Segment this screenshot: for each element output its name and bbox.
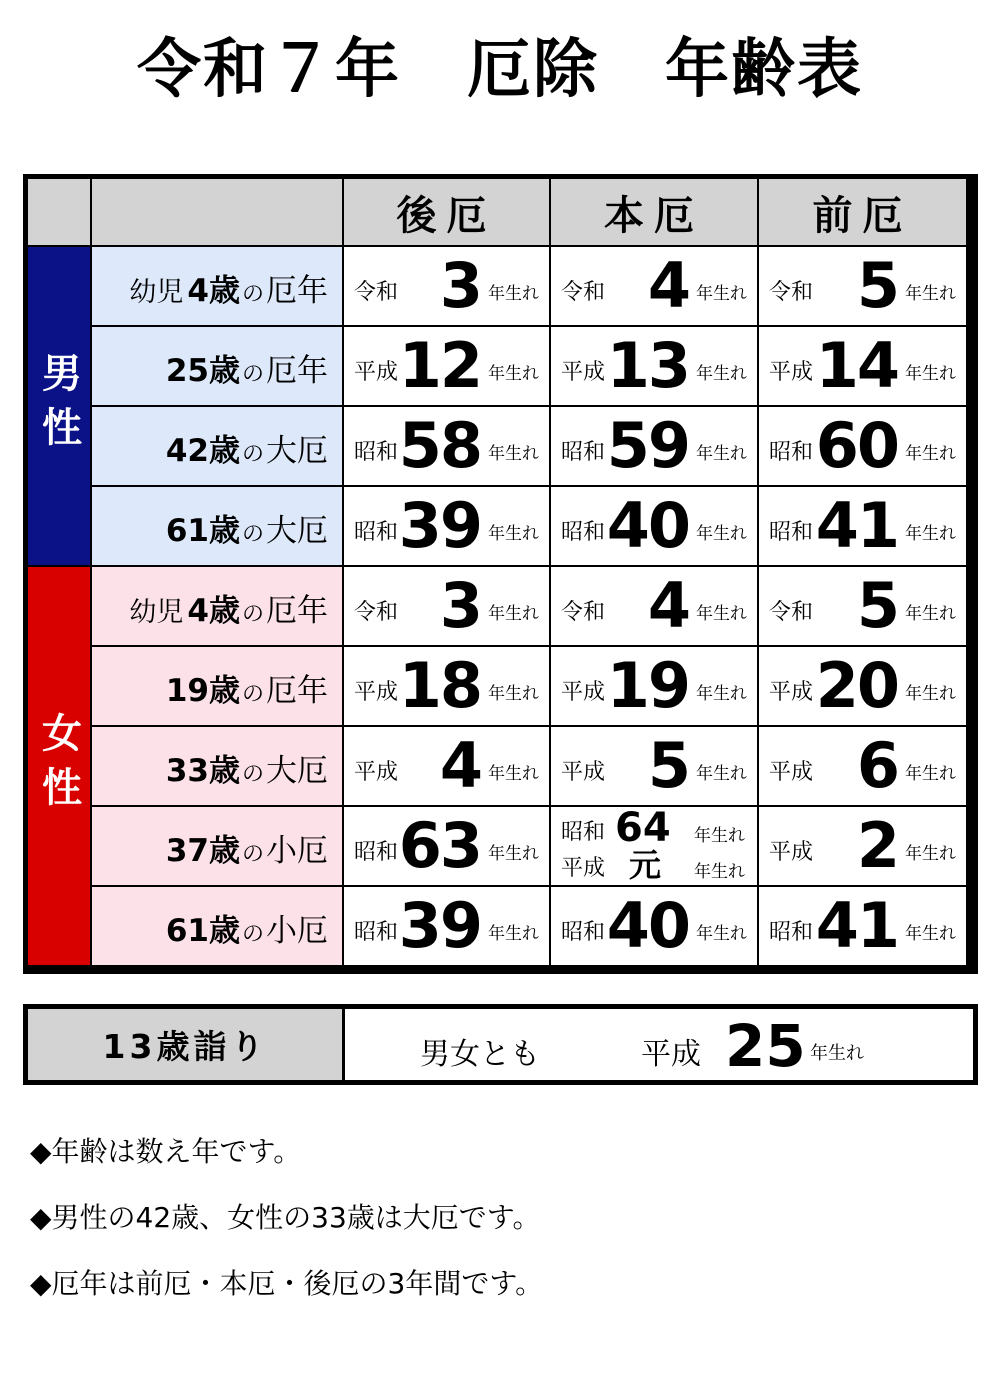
year-suffix: 年生れ [905, 524, 956, 544]
birth-year-cell [759, 567, 966, 645]
birth-year-cell [759, 807, 966, 885]
era-name: 令和 [769, 600, 814, 625]
era-name: 昭和 [354, 440, 399, 465]
birth-year-cell [344, 327, 549, 405]
age-particle: の [241, 522, 264, 547]
age-label-cell [92, 807, 342, 885]
jusan-suffix: 年生れ [810, 1043, 864, 1064]
year-suffix: 年生れ [696, 684, 747, 704]
birth-year-cell [551, 327, 757, 405]
note-item: ◆男性の42歳、女性の33歳は大厄です。 [30, 1201, 541, 1234]
birth-year-number: 4 [439, 729, 481, 802]
birth-year-cell [551, 727, 757, 805]
era-name: 昭和 [354, 920, 399, 945]
birth-year-number: 59 [606, 409, 689, 482]
birth-year-cell [344, 727, 549, 805]
year-suffix: 年生れ [905, 444, 956, 464]
age-value: 4歳 [187, 273, 240, 309]
birth-year-cell [759, 647, 966, 725]
era-name: 令和 [354, 280, 399, 305]
birth-year-number: 14 [815, 329, 898, 402]
age-prefix: 幼児 [129, 597, 184, 628]
yaku-type: 厄年 [266, 593, 328, 629]
birth-year-number: 元 [629, 846, 662, 884]
birth-year-cell [344, 247, 549, 325]
age-value: 4歳 [187, 593, 240, 629]
era-name: 平成 [354, 360, 399, 385]
era-name: 平成 [769, 760, 814, 785]
birth-year-number: 63 [398, 809, 481, 882]
era-name: 平成 [561, 360, 606, 385]
birth-year-number: 19 [606, 649, 689, 722]
year-suffix: 年生れ [696, 524, 747, 544]
yaku-type: 小厄 [266, 833, 328, 869]
age-label-cell [92, 247, 342, 325]
birth-year-cell [759, 487, 966, 565]
yaku-type: 厄年 [266, 273, 328, 309]
year-suffix: 年生れ [694, 826, 745, 846]
year-suffix: 年生れ [696, 364, 747, 384]
birth-year-number: 12 [398, 329, 481, 402]
birth-year-cell [759, 247, 966, 325]
age-particle: の [241, 682, 264, 707]
birth-year-number: 39 [398, 489, 481, 562]
jusan-mairi-value [345, 1009, 973, 1080]
birth-year-number: 41 [815, 889, 898, 962]
column-header-atoyaku: 後厄 [344, 179, 549, 245]
year-suffix: 年生れ [696, 604, 747, 624]
age-value: 61歳 [165, 513, 240, 549]
birth-year-number: 5 [647, 729, 689, 802]
year-suffix: 年生れ [488, 604, 539, 624]
note-item: ◆厄年は前厄・本厄・後厄の3年間です。 [30, 1267, 544, 1300]
era-name: 昭和 [561, 820, 606, 845]
birth-year-cell [344, 647, 549, 725]
year-suffix: 年生れ [488, 284, 539, 304]
year-suffix: 年生れ [488, 924, 539, 944]
era-name: 平成 [769, 680, 814, 705]
column-header-honyaku: 本厄 [551, 179, 757, 245]
age-label-cell [92, 327, 342, 405]
birth-year-cell [759, 407, 966, 485]
column-header-maeyaku: 前厄 [759, 179, 966, 245]
age-particle: の [241, 842, 264, 867]
era-name: 昭和 [354, 520, 399, 545]
year-suffix: 年生れ [905, 844, 956, 864]
era-name: 平成 [561, 680, 606, 705]
birth-year-number: 64 [615, 805, 671, 851]
birth-year-number: 60 [815, 409, 898, 482]
birth-year-number: 6 [856, 729, 898, 802]
birth-year-number: 39 [398, 889, 481, 962]
jusan-mairi-row [23, 1004, 978, 1085]
era-name: 令和 [354, 600, 399, 625]
year-suffix: 年生れ [905, 764, 956, 784]
era-name: 令和 [561, 600, 606, 625]
birth-year-number: 3 [439, 569, 481, 642]
birth-year-number: 41 [815, 489, 898, 562]
year-suffix: 年生れ [696, 444, 747, 464]
age-value: 19歳 [165, 673, 240, 709]
era-name: 平成 [561, 760, 606, 785]
birth-year-cell [551, 407, 757, 485]
gender-label-male: 男性 [28, 247, 90, 565]
birth-year-cell [551, 887, 757, 965]
birth-year-cell [759, 327, 966, 405]
yaku-type: 厄年 [266, 673, 328, 709]
era-name: 平成 [354, 760, 399, 785]
birth-year-number: 40 [606, 889, 689, 962]
jusan-year: 25 [725, 1012, 806, 1080]
year-suffix: 年生れ [905, 364, 956, 384]
age-value: 25歳 [165, 353, 240, 389]
jusan-who: 男女とも [420, 1037, 540, 1072]
year-suffix: 年生れ [488, 444, 539, 464]
era-name: 令和 [769, 280, 814, 305]
age-particle: の [241, 362, 264, 387]
birth-year-number: 4 [647, 249, 689, 322]
birth-year-number: 3 [439, 249, 481, 322]
jusan-mairi-label: 13歳詣り [28, 1009, 342, 1080]
year-suffix: 年生れ [488, 844, 539, 864]
age-particle: の [241, 922, 264, 947]
birth-year-number: 5 [856, 569, 898, 642]
age-particle: の [241, 282, 264, 307]
note-item: ◆年齢は数え年です。 [30, 1135, 302, 1168]
birth-year-cell [344, 887, 549, 965]
birth-year-number: 2 [856, 809, 898, 882]
birth-year-number: 18 [398, 649, 481, 722]
birth-year-cell [551, 807, 757, 885]
birth-year-number: 20 [815, 649, 898, 722]
yaku-type: 厄年 [266, 353, 328, 389]
birth-year-cell [551, 647, 757, 725]
yaku-type: 小厄 [266, 913, 328, 949]
era-name: 昭和 [561, 520, 606, 545]
jusan-era: 平成 [641, 1037, 701, 1072]
yaku-type: 大厄 [266, 753, 328, 789]
age-particle: の [241, 442, 264, 467]
year-suffix: 年生れ [488, 684, 539, 704]
header-corner-age [92, 179, 342, 245]
year-suffix: 年生れ [488, 364, 539, 384]
birth-year-cell [344, 807, 549, 885]
birth-year-cell [551, 487, 757, 565]
birth-year-cell [551, 247, 757, 325]
age-prefix: 幼児 [129, 277, 184, 308]
birth-year-number: 13 [606, 329, 689, 402]
birth-year-number: 40 [606, 489, 689, 562]
era-name: 平成 [561, 856, 606, 881]
age-value: 42歳 [165, 433, 240, 469]
era-name: 平成 [769, 360, 814, 385]
year-suffix: 年生れ [905, 924, 956, 944]
yakudoshi-table [23, 174, 978, 974]
year-suffix: 年生れ [488, 524, 539, 544]
notes-list [30, 1128, 970, 1326]
age-particle: の [241, 762, 264, 787]
era-name: 昭和 [354, 840, 399, 865]
birth-year-cell [759, 727, 966, 805]
year-suffix: 年生れ [694, 862, 745, 882]
year-suffix: 年生れ [905, 284, 956, 304]
year-suffix: 年生れ [696, 284, 747, 304]
era-name: 昭和 [561, 920, 606, 945]
era-name: 昭和 [769, 440, 814, 465]
birth-year-cell [344, 407, 549, 485]
year-suffix: 年生れ [696, 924, 747, 944]
age-value: 33歳 [165, 753, 240, 789]
age-label-cell [92, 727, 342, 805]
era-name: 平成 [769, 840, 814, 865]
birth-year-cell [344, 487, 549, 565]
age-label-cell [92, 567, 342, 645]
era-name: 昭和 [769, 920, 814, 945]
age-label-cell [92, 887, 342, 965]
birth-year-number: 4 [647, 569, 689, 642]
birth-year-number: 5 [856, 249, 898, 322]
era-name: 令和 [561, 280, 606, 305]
era-name: 昭和 [561, 440, 606, 465]
page-title: 令和７年 厄除 年齢表 [137, 33, 863, 107]
era-name: 平成 [354, 680, 399, 705]
birth-year-cell [551, 567, 757, 645]
age-particle: の [241, 602, 264, 627]
age-label-cell [92, 407, 342, 485]
yaku-type: 大厄 [266, 513, 328, 549]
age-value: 61歳 [165, 913, 240, 949]
age-value: 37歳 [165, 833, 240, 869]
year-suffix: 年生れ [905, 684, 956, 704]
gender-label-female: 女性 [28, 567, 90, 965]
year-suffix: 年生れ [488, 764, 539, 784]
age-label-cell [92, 647, 342, 725]
era-name: 昭和 [769, 520, 814, 545]
header-corner-gender [28, 179, 90, 245]
yaku-type: 大厄 [266, 433, 328, 469]
year-suffix: 年生れ [696, 764, 747, 784]
birth-year-cell [344, 567, 549, 645]
age-label-cell [92, 487, 342, 565]
birth-year-cell [759, 887, 966, 965]
birth-year-number: 58 [398, 409, 481, 482]
year-suffix: 年生れ [905, 604, 956, 624]
